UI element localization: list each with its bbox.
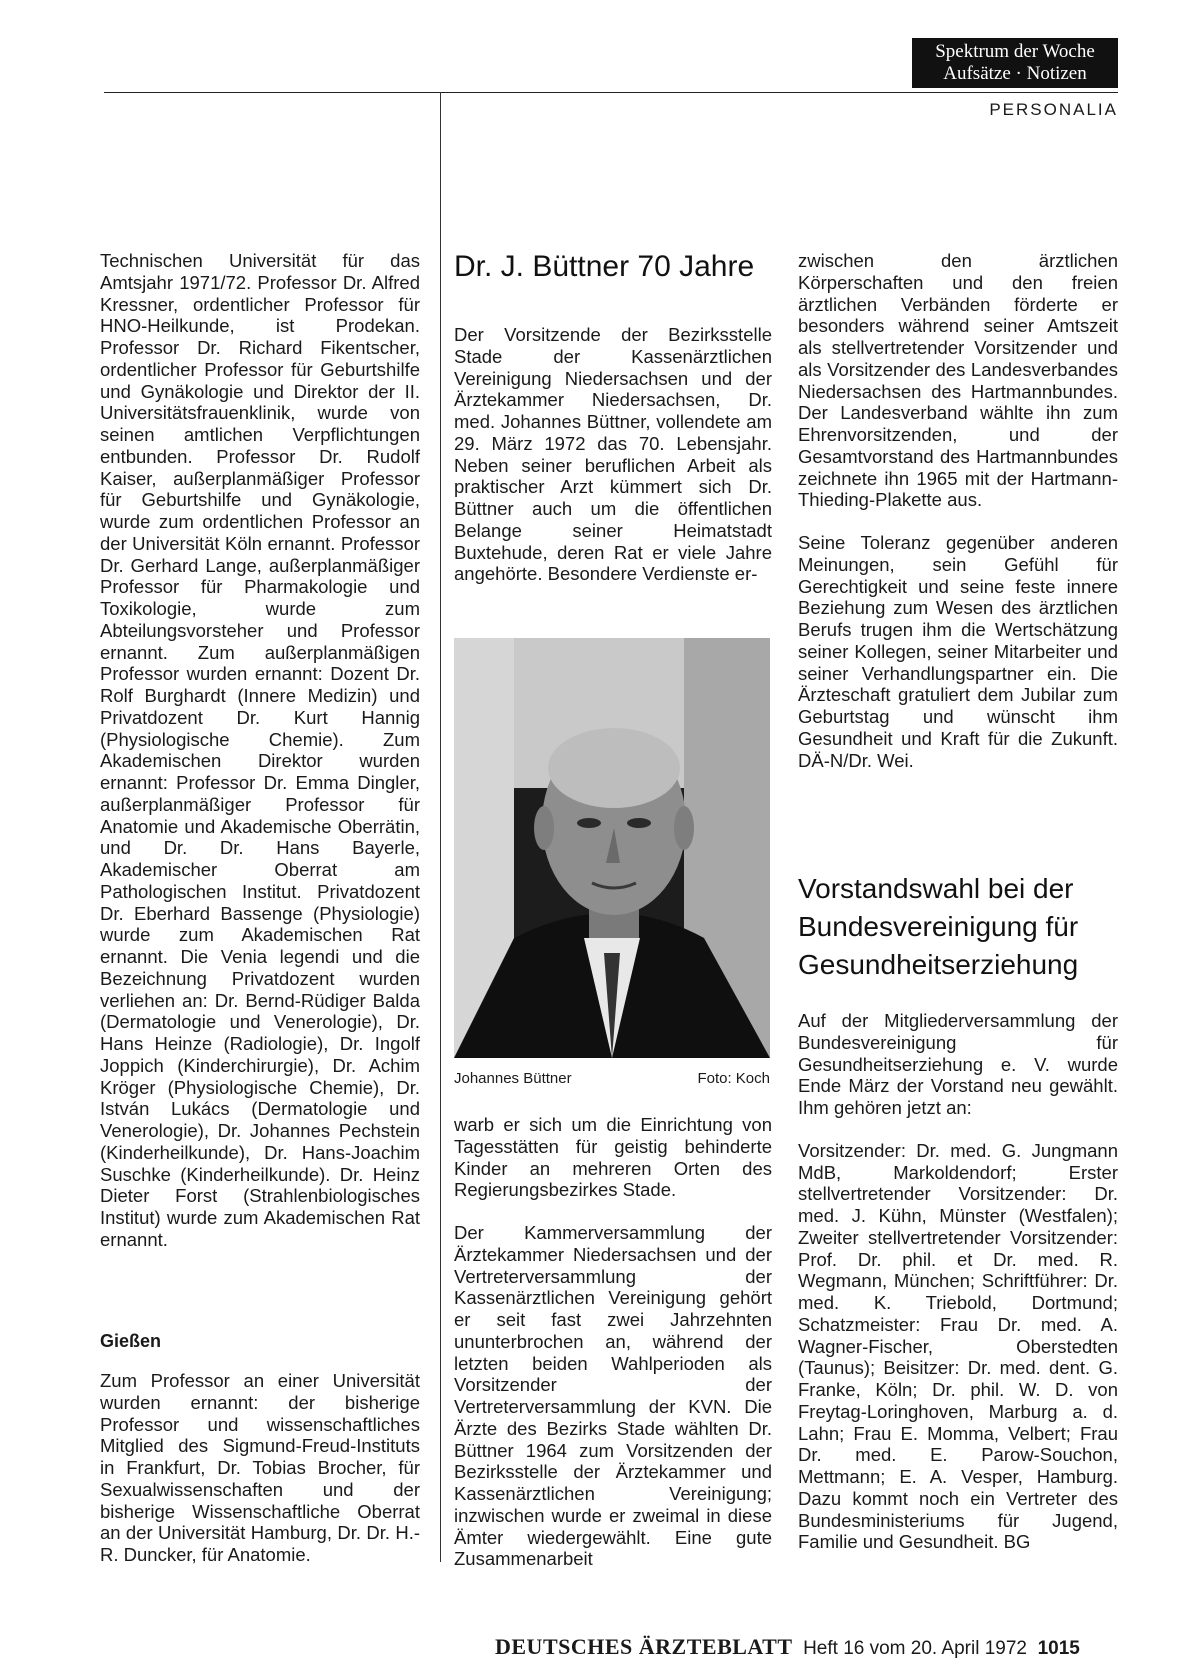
badge-line-2: Aufsätze · Notizen (943, 63, 1087, 84)
column-3-paragraph-3: Auf der Mitgliederversammlung der Bundesvereinigung für Gesundheitserziehung e. V. wurde Ende März der Vorstand neu gewählt. Ihm gehören jetzt an: (798, 1010, 1118, 1118)
caption-name: Johannes Büttner (454, 1070, 572, 1087)
article-heading-buettner: Dr. J. Büttner 70 Jahre (454, 250, 755, 283)
column-3-paragraph-1: zwischen den ärztlichen Körperschaften und den freien ärztlichen Verbänden förderte er besonders während seiner Amtszeit als stellvertretender Vorsitzender und als Vorsitzender des Landesverbandes Niedersachsen des Hartmannbundes. Der Landesverband wählte ihn zum Ehrenvorsitzenden, und der Gesamtvorstand des Hartmannbundes zeichnete ihn 1965 mit der Hartmann-Thieding-Plakette aus. (798, 250, 1118, 511)
footer-issue: Heft 16 vom 20. April 1972 (803, 1638, 1027, 1659)
subheading-giessen: Gießen (100, 1331, 162, 1351)
photo-caption (454, 1070, 770, 1087)
page-footer (495, 1634, 1080, 1660)
footer-brand: DEUTSCHES ÄRZTEBLATT (495, 1634, 793, 1659)
column-2-text-bottom (454, 1114, 772, 1570)
section-badge (912, 38, 1118, 88)
top-rule (104, 92, 1118, 93)
column-2-text-top (454, 324, 772, 585)
column-1-paragraph-1: Technischen Universität für das Amtsjahr 1971/72. Professor Dr. Alfred Kressner, ordentlicher Professor für HNO-Heilkunde, ist Prodekan. Professor Dr. Richard Fikentscher, ordentlicher Professor für Geburtshilfe und Gynäkologie und Direktor der II. Universitätsfrauenklinik, wurde von seinen amtlichen Verpflichtungen entbunden. Professor Dr. Rudolf Kaiser, außerplanmäßiger Professor für Geburtshilfe und Gynäkologie, wurde zum ordentlichen Professor an der Universität Köln ernannt. Professor Dr. Gerhard Lange, außerplanmäßiger Professor für Pharmakologie und Toxikologie, wurde zum Abteilungsvorsteher und Professor ernannt. Zum außerplanmäßigen Professor wurden ernannt: Dozent Dr. Rolf Burghardt (Innere Medizin) und Privatdozent Dr. Kurt Hannig (Physiologische Chemie). Zum Akademischen Direktor wurden ernannt: Professor Dr. Emma Dingler, außerplanmäßiger Professor für Anatomie und Akademische Oberrätin, und Dr. Dr. Hans Bayerle, Akademischer Oberrat am Pathologischen Institut. Privatdozent Dr. Eberhard Bassenge (Physiologie) wurde zum Akademischen Rat ernannt. Die Venia legendi und die Bezeichnung Privatdozent wurden verliehen an: Dr. Bernd-Rüdiger Balda (Dermatologie und Venerologie), Dr. Hans Heinze (Radiologie), Dr. Ingolf Joppich (Kinderchirurgie), Dr. Achim Kröger (Physiologische Chemie), Dr. István Lukács (Dermatologie und Venerologie), Dr. Johannes Pechstein (Kinderheilkunde), Dr. Hans-Joachim Suschke (Kinderheilkunde). Dr. Heinz Dieter Forst (Strahlenbiologisches Institut) wurde zum Akademischen Rat ernannt. (100, 250, 420, 1250)
column-3-text-bottom (798, 1010, 1118, 1553)
column-3-paragraph-4: Vorsitzender: Dr. med. G. Jungmann MdB, Markoldendorf; Erster stellvertretender Vorsitzender: Dr. med. J. Kühn, Münster (Westfalen); Zweiter stellvertretender Vorsitzender: Prof. Dr. phil. et Dr. med. R. Wegmann, München; Schriftführer: Dr. med. K. Triebold, Dortmund; Schatzmeister: Frau Dr. med. A. Wagner-Fischer, Oberstedten (Taunus); Beisitzer: Dr. med. dent. G. Franke, Köln; Dr. phil. W. D. von Freytag-Loringhoven, Marburg a. d. Lahn; Frau E. Momma, Velbert; Frau Dr. med. E. Parow-Souchon, Mettmann; E. A. Vesper, Hamburg. Dazu kommt noch ein Vertreter des Bundesministeriums für Jugend, Familie und Gesundheit. BG (798, 1139, 1118, 1553)
section-label: PERSONALIA (989, 100, 1118, 119)
column-rule (440, 92, 441, 1562)
caption-credit: Foto: Koch (697, 1070, 770, 1087)
article-heading-vorstandswahl: Vorstandswahl bei der Bundesvereinigung für Gesundheitserziehung (798, 873, 1079, 980)
portrait-illustration (454, 638, 770, 1058)
column-2-paragraph-2: warb er sich um die Einrichtung von Tagesstätten für geistig behinderte Kinder an mehreren Orten des Regierungsbezirkes Stade. (454, 1114, 772, 1201)
column-3-paragraph-2: Seine Toleranz gegenüber anderen Meinungen, sein Gefühl für Gerechtigkeit und seine feste innere Beziehung zum Wesen des ärztlichen Berufs trugen ihm die Wertschätzung seiner Kollegen, seiner Mitarbeiter und seiner Verhandlungspartner ein. Die Ärzteschaft gratuliert dem Jubilar zum Geburtstag und wünscht ihm Gesundheit und Kraft für die Zukunft. DÄ-N/Dr. Wei. (798, 532, 1118, 771)
column-2-paragraph-1: Der Vorsitzende der Bezirksstelle Stade der Kassenärztlichen Vereinigung Niedersachsen und der Ärztekammer Niedersachsen, Dr. med. Johannes Büttner, vollendete am 29. März 1972 das 70. Lebensjahr. Neben seiner beruflichen Arbeit als praktischer Arzt kümmert sich Dr. Büttner auch um die öffentlichen Belange seiner Heimatstadt Buxtehude, deren Rat er viele Jahre angehörte. Besondere Verdienste er- (454, 324, 772, 585)
badge-line-1: Spektrum der Woche (935, 41, 1095, 62)
column-1-paragraph-2: Zum Professor an einer Universität wurden ernannt: der bisherige Professor und wissenschaftliches Mitglied des Sigmund-Freud-Instituts in Frankfurt, Dr. Tobias Brocher, für Sexualwissenschaften und der bisherige Wissenschaftliche Oberrat an der Universität Hamburg, Dr. Dr. H.-R. Duncker, für Anatomie. (100, 1370, 420, 1565)
column-1-giessen-text (100, 1370, 420, 1566)
column-1-text (100, 250, 420, 1251)
column-3-text-top (798, 250, 1118, 771)
portrait-photo (454, 638, 770, 1058)
column-2-paragraph-3: Der Kammerversammlung der Ärztekammer Niedersachsen und der Vertreterversammlung der Kassenärztlichen Vereinigung gehört er seit fast zwei Jahrzehnten ununterbrochen an, während der letzten beiden Wahlperioden als Vorsitzender der Vertreterversammlung der KVN. Die Ärzte des Bezirks Stade wählten Dr. Büttner 1964 zum Vorsitzenden der Bezirksstelle der Ärztekammer und Kassenärztlichen Vereinigung; inzwischen wurde er zweimal in diese Ämter wiedergewählt. Eine gute Zusammenarbeit (454, 1222, 772, 1570)
page-number: 1015 (1037, 1638, 1080, 1659)
